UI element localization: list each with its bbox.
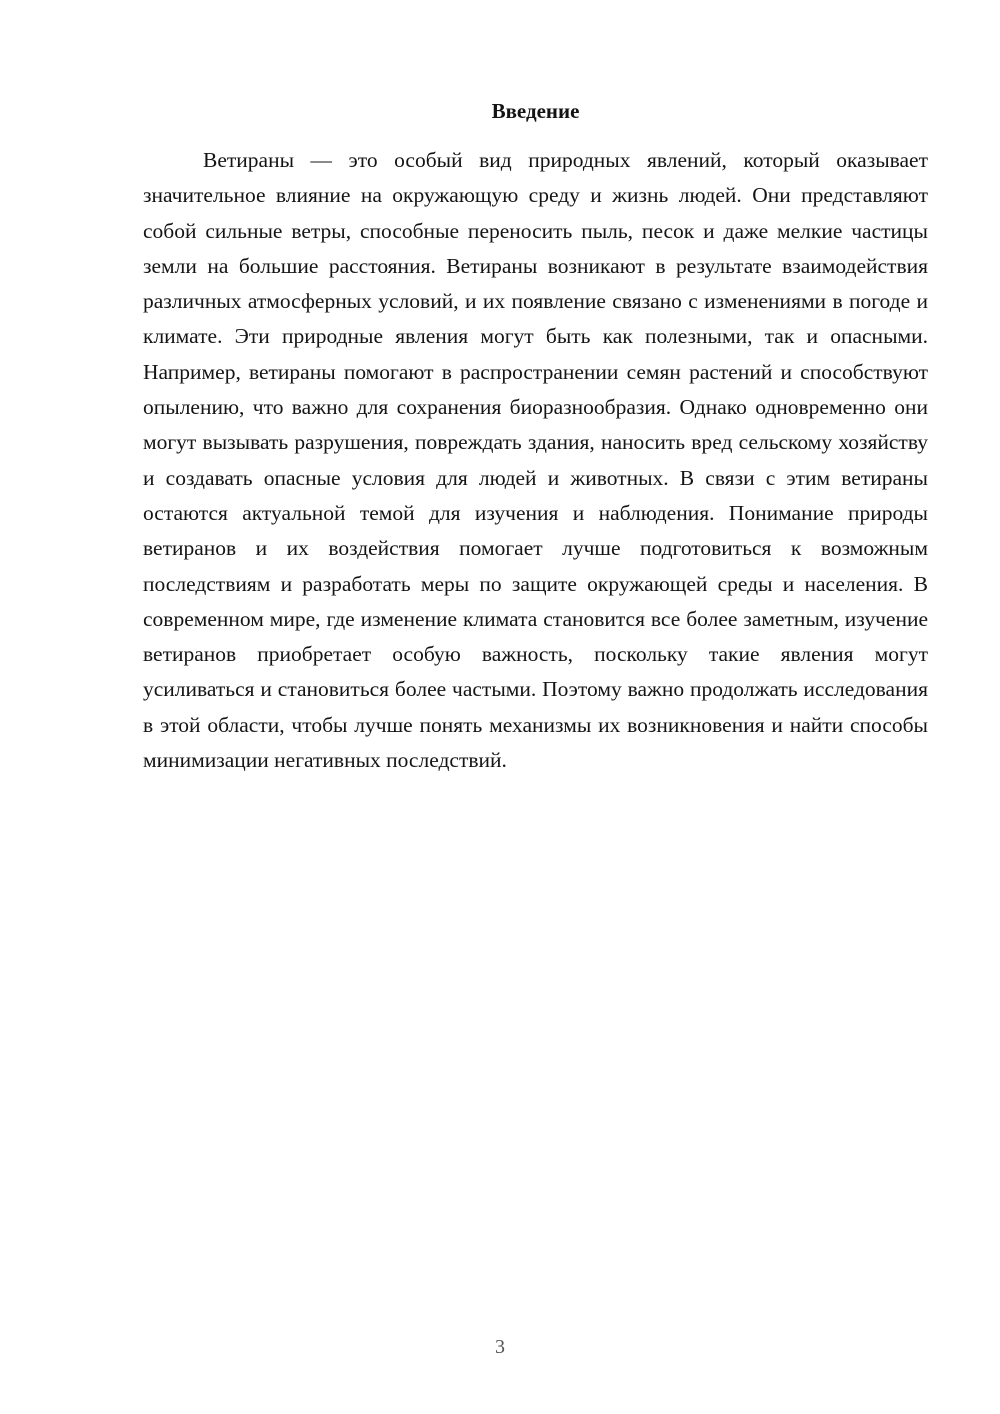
section-heading: Введение (491, 99, 580, 123)
body-paragraph: Ветираны — это особый вид природных явлений, который оказывает значительное влияние на окружающую среду и жизнь людей. Они представляют собой сильные ветры, способные переносить пыль, песок и даже мелкие частицы земли на большие расстояния. Ветираны возникают в результате взаимодействия различных атмосферных условий, и их появление связано с изменениями в погоде и климате. Эти природные явления могут быть как полезными, так и опасными. Например, ветираны помогают в распространении семян растений и способствуют опылению, что важно для сохранения биоразнообразия. Однако одновременно они могут вызывать разрушения, повреждать здания, наносить вред сельскому хозяйству и создавать опасные условия для людей и животных. В связи с этим ветираны остаются актуальной темой для изучения и наблюдения. Понимание природы ветиранов и их воздействия помогает лучше подготовиться к возможным последствиям и разработать меры по защите окружающей среды и населения. В современном мире, где изменение климата становится все более заметным, изучение ветиранов приобретает особую важность, поскольку такие явления могут усиливаться и становиться более частыми. Поэтому важно продолжать исследования в этой области, чтобы лучше понять механизмы их возникновения и найти способы минимизации негативных последствий. (143, 148, 928, 773)
page-number: 3 (495, 1336, 505, 1358)
